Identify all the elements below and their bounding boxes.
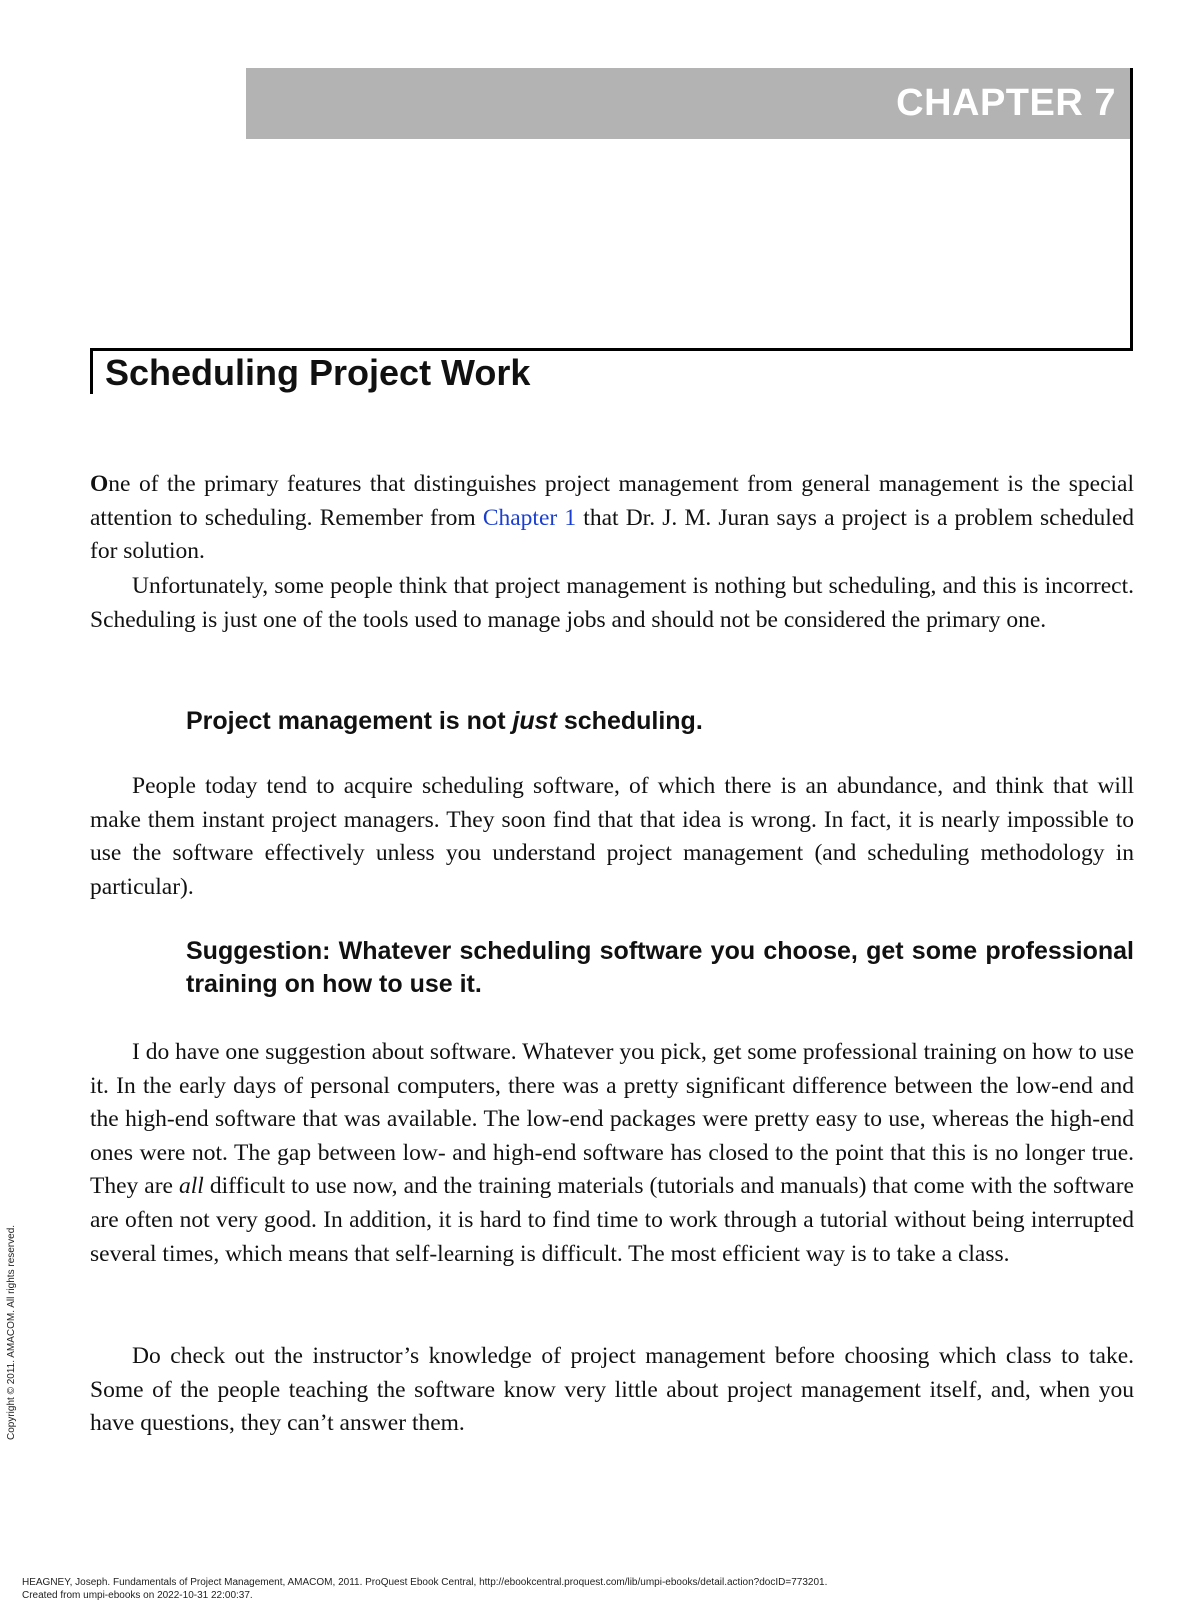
footer-created-line: Created from umpi-ebooks on 2022-10-31 22:00:37. xyxy=(22,1590,253,1601)
paragraph-training-emphasis: all xyxy=(179,1173,204,1200)
chapter-frame-right-rule xyxy=(1130,68,1133,351)
paragraph-training xyxy=(90,1036,1134,1271)
callout-not-just-scheduling xyxy=(186,705,1134,738)
paragraph-misconception: Unfortunately, some people think that project management is nothing but scheduling, and this is incorrect. Scheduling is just one of the tools used to manage jobs and should not be considered the primary one. xyxy=(90,573,1134,633)
chapter-band xyxy=(246,68,1130,139)
paragraph-training-text-b: difficult to use now, and the training materials (tutorials and manuals) that come with the software are often not very good. In addition, it is hard to find time to work through a tutorial without being interrupted several times, which means that self-learning is difficult. The most efficient way is to take a class. xyxy=(90,1173,1134,1267)
side-copyright: Copyright © 2011. AMACOM. All rights reserved. xyxy=(6,1224,17,1440)
callout1-emphasis: just xyxy=(512,707,557,735)
callout1-after: scheduling. xyxy=(556,707,703,735)
footer-citation-line: HEAGNEY, Joseph. Fundamentals of Project Management, AMACOM, 2011. ProQuest Ebook Central, http://ebookcentral.proquest.com/lib/umpi-ebooks/detail.action?docID=773201. xyxy=(22,1577,828,1588)
chapter-1-link[interactable]: Chapter 1 xyxy=(482,504,577,531)
chapter-title: Scheduling Project Work xyxy=(105,352,531,393)
drop-initial: O xyxy=(90,471,109,497)
callout1-before: Project management is not xyxy=(186,707,513,735)
chapter-frame-bottom-rule xyxy=(90,348,1133,351)
footer-citation xyxy=(22,1576,827,1602)
paragraph-intro-text-a: ne of the primary features that distinguishes project management from general management is the special attention to scheduling. Remember from xyxy=(90,471,1134,531)
paragraph-intro-text-b: that Dr. J. M. Juran says a project is a problem scheduled for solution. xyxy=(90,504,1134,565)
paragraph-training-text-a: I do have one suggestion about software. Whatever you pick, get some professional training on how to use it. In the early days of personal computers, there was a pretty significant difference between the low-end and the high-end software that was available. The low-end packages were pretty easy to use, whereas the high-end ones were not. The gap between low- and high-end software has closed to the point that this is no longer true. They are xyxy=(90,1039,1134,1200)
chapter-label: CHAPTER 7 xyxy=(896,82,1116,124)
title-left-rule xyxy=(90,348,93,394)
paragraph-instructor: Do check out the instructor’s knowledge of project management before choosing which class to take. Some of the people teaching the software know very little about project management itself, and, when you have questions, they can’t answer them. xyxy=(90,1343,1134,1437)
callout-suggestion: Suggestion: Whatever scheduling software you choose, get some professional training on how to use it. xyxy=(186,937,1134,998)
paragraph-software: People today tend to acquire scheduling software, of which there is an abundance, and think that will make them instant project managers. They soon find that that idea is wrong. In fact, it is nearly impossible to use the software effectively unless you understand project management (and scheduling methodology in particular). xyxy=(90,773,1134,900)
paragraph-intro xyxy=(90,468,1134,569)
